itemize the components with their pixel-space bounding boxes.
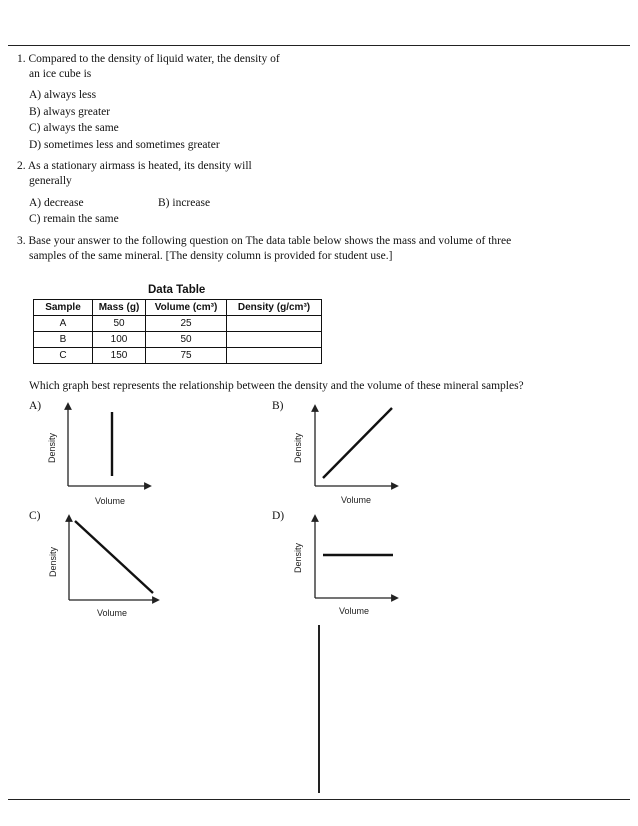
cell-volume: 50	[146, 332, 227, 348]
y-axis-label: Density	[293, 542, 303, 574]
q1-choice-d[interactable]: D) sometimes less and sometimes greater	[29, 139, 220, 151]
q2-choice-a[interactable]: A) decrease	[29, 197, 84, 209]
q3-stem-line2: samples of the same mineral. [The density column is provided for student use.]	[29, 250, 393, 262]
graph-c-label[interactable]: C)	[29, 510, 41, 522]
cell-sample: C	[34, 348, 93, 364]
cell-density	[227, 348, 322, 364]
x-axis-label: Volume	[94, 496, 126, 506]
table-row	[34, 332, 322, 348]
col-header-sample: Sample	[34, 300, 93, 316]
cell-density	[227, 332, 322, 348]
y-axis-label: Density	[47, 432, 57, 464]
q2-stem-line2: generally	[29, 175, 72, 187]
y-axis-label: Density	[293, 432, 303, 464]
x-axis-label: Volume	[96, 608, 128, 618]
col-header-mass: Mass (g)	[93, 300, 146, 316]
x-axis-label: Volume	[338, 606, 370, 616]
graph-d-label[interactable]: D)	[272, 510, 285, 522]
bottom-rule	[8, 799, 630, 800]
cell-volume: 75	[146, 348, 227, 364]
cell-mass: 150	[93, 348, 146, 364]
cell-density	[227, 316, 322, 332]
q1-stem-line2: an ice cube is	[29, 68, 92, 80]
graph-a-label[interactable]: A)	[29, 400, 42, 412]
graph-b-label[interactable]: B)	[272, 400, 284, 412]
col-header-volume: Volume (cm³)	[146, 300, 227, 316]
data-table-title: Data Table	[148, 284, 206, 296]
graph-b[interactable]	[283, 400, 403, 510]
y-axis-label: Density	[48, 546, 58, 578]
table-row	[34, 316, 322, 332]
q2-stem-line1: 2. As a stationary airmass is heated, its density will	[17, 160, 252, 172]
q1-choice-b[interactable]: B) always greater	[29, 106, 111, 118]
cell-sample: B	[34, 332, 93, 348]
data-table	[33, 299, 322, 364]
column-divider	[318, 625, 320, 793]
q3-prompt: Which graph best represents the relationship between the density and the volume of these mineral samples?	[29, 380, 524, 392]
q1-choice-a[interactable]: A) always less	[29, 89, 97, 101]
graph-a[interactable]	[40, 400, 160, 510]
cell-mass: 100	[93, 332, 146, 348]
q2-choice-c[interactable]: C) remain the same	[29, 213, 119, 225]
x-axis-label: Volume	[340, 495, 372, 505]
graph-c[interactable]	[40, 512, 160, 622]
q1-stem-line1: 1. Compared to the density of liquid water, the density of	[17, 53, 280, 65]
graph-line	[75, 521, 153, 593]
data-table-header-row	[34, 300, 322, 316]
q1-choice-c[interactable]: C) always the same	[29, 122, 119, 134]
q3-stem-line1: 3. Base your answer to the following question on The data table below shows the mass and volume of three	[17, 235, 512, 247]
table-row	[34, 348, 322, 364]
graph-d[interactable]	[283, 512, 403, 622]
col-header-density: Density (g/cm³)	[227, 300, 322, 316]
graph-line	[323, 408, 392, 478]
cell-volume: 25	[146, 316, 227, 332]
cell-mass: 50	[93, 316, 146, 332]
q2-choice-b[interactable]: B) increase	[158, 197, 211, 209]
top-rule	[8, 45, 630, 46]
cell-sample: A	[34, 316, 93, 332]
